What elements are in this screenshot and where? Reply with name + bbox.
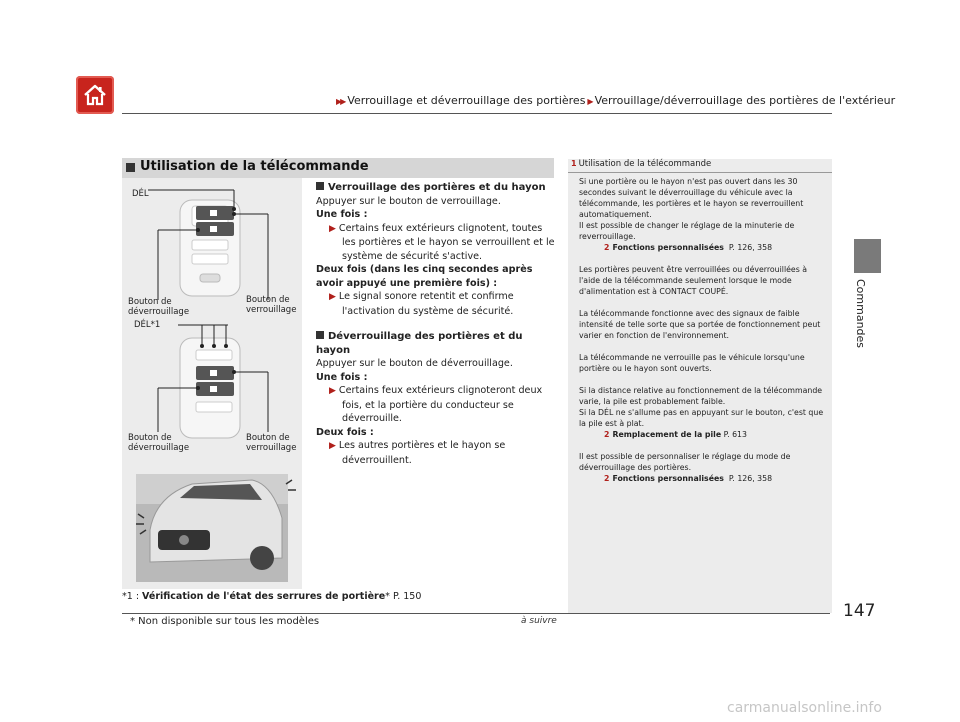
- watermark: carmanualsonline.info: [727, 700, 882, 716]
- note-open-door: La télécommande ne verrouille pas le véhicule lorsqu'une portière ou le hayon sont ouverts.: [579, 353, 805, 373]
- unlock-twice-text: ▶ Les autres portières et le hayon se déverrouillent.: [329, 440, 506, 466]
- led-label: DÉL: [132, 189, 149, 199]
- breadcrumb-link-lock[interactable]: Verrouillage et déverrouillage des portières: [347, 94, 586, 107]
- unlock-once-label: Une fois :: [316, 371, 368, 383]
- side-note-body: [579, 176, 829, 495]
- arrow-bullet-icon: ▶: [329, 441, 336, 451]
- note-auto-relock: Si une portière ou le hayon n'est pas ouvert dans les 30 secondes suivant le déverrouillage du véhicule avec la télécommande, les portières et le hayon se reverrouillent automatiquement.: [579, 177, 804, 219]
- ref-battery-replacement[interactable]: 2 Remplacement de la pile P. 613: [604, 430, 747, 439]
- note-unlock-mode: Il est possible de personnaliser le réglage du mode de déverrouillage des portières.: [579, 452, 791, 472]
- chapter-tab-label[interactable]: Commandes: [854, 279, 867, 349]
- led-footnote: *1 : Vérification de l'état des serrures de portière* P. 150: [122, 591, 422, 602]
- ref-custom-features-2[interactable]: 2 Fonctions personnalisées P. 126, 358: [604, 474, 773, 483]
- arrow-bullet-icon: ▶: [329, 386, 336, 396]
- note-battery-dead: Si la DÉL ne s'allume pas en appuyant sur le bouton, c'est que la pile est à plat.: [579, 408, 824, 428]
- remote-figure-panel: [122, 178, 302, 589]
- section-square-icon: [126, 163, 135, 172]
- home-icon: [82, 82, 108, 108]
- footer-divider: [122, 613, 830, 614]
- lock-twice-label: Deux fois (dans les cinq secondes après avoir appuyé une première fois) :: [316, 264, 533, 289]
- note-marker-icon: 1: [571, 159, 577, 168]
- arrow-bullet-icon: ▶: [329, 223, 336, 234]
- led-footnote-label: DÉL*1: [134, 320, 161, 330]
- note-battery-weak: Si la distance relative au fonctionnement de la télécommande varie, la pile est probablement faible.: [579, 386, 823, 406]
- lock-intro: Appuyer sur le bouton de verrouillage.: [316, 195, 501, 207]
- side-note-panel: [568, 159, 832, 613]
- unlock-intro: Appuyer sur le bouton de déverrouillage.: [316, 358, 513, 369]
- breadcrumb-link-exterior[interactable]: Verrouillage/déverrouillage des portières de l'extérieur: [594, 94, 896, 107]
- section-header: [122, 158, 554, 178]
- chapter-tab-marker[interactable]: [854, 239, 881, 273]
- note-relock-timer: Il est possible de changer le réglage de la minuterie de reverrouillage.: [579, 221, 795, 241]
- header-divider: [122, 113, 832, 114]
- remote-fob-top: [180, 200, 240, 296]
- unlock-button-label-2: Bouton de déverrouillage: [128, 433, 190, 453]
- side-note-title: 1 Utilisation de la télécommande: [571, 159, 712, 169]
- breadcrumb-arrow-icon: ▶▶: [336, 97, 345, 106]
- lock-twice-text: ▶ Le signal sonore retentit et confirme l'activation du système de sécurité.: [329, 291, 514, 317]
- section-title: Utilisation de la télécommande: [140, 159, 369, 174]
- breadcrumb-arrow-icon: ▶: [587, 97, 592, 106]
- lock-button-label-1: Bouton de verrouillage: [246, 295, 297, 315]
- arrow-bullet-icon: ▶: [329, 292, 336, 302]
- breadcrumb: [336, 94, 895, 107]
- lock-heading: Verrouillage des portières et du hayon: [316, 181, 556, 195]
- lock-once-text: ▶ Certains feux extérieurs clignotent, toutes les portières et le hayon se verrouillent et le système de sécurité s'active.: [329, 222, 555, 262]
- unlock-once-text: ▶ Certains feux extérieurs clignoteront deux fois, et la portière du conducteur se déverrouille.: [329, 385, 543, 424]
- ref-arrow-icon: 2: [604, 474, 610, 483]
- lock-button-label-2: Bouton de verrouillage: [246, 433, 297, 453]
- ref-arrow-icon: 2: [604, 243, 610, 252]
- ref-arrow-icon: 2: [604, 430, 610, 439]
- car-illustration: [136, 474, 296, 582]
- note-signal-range: La télécommande fonctionne avec des signaux de faible intensité de telle sorte que sa portée de fonctionnement peut varier en fonction de l'environnement.: [579, 309, 821, 340]
- side-note-divider: [568, 172, 832, 173]
- unlock-twice-label: Deux fois :: [316, 426, 374, 438]
- unlock-heading: Déverrouillage des portières et du hayon: [316, 331, 523, 356]
- lock-once-label: Une fois :: [316, 209, 368, 220]
- ref-custom-features-1[interactable]: 2 Fonctions personnalisées P. 126, 358: [604, 243, 773, 252]
- main-body-text: [316, 181, 556, 467]
- note-power-mode: Les portières peuvent être verrouillées ou déverrouillées à l'aide de la télécommande seulement lorsque le mode d'alimentation est à CONTACT COUPÉ.: [579, 265, 808, 296]
- remote-illustrations: [122, 178, 302, 589]
- unlock-button-label-1: Bouton de déverrouillage: [128, 297, 190, 317]
- footnote-link[interactable]: Vérification de l'état des serrures de portière: [142, 591, 386, 602]
- availability-footnote: * Non disponible sur tous les modèles: [130, 616, 320, 627]
- page-number: 147: [843, 601, 876, 621]
- home-button[interactable]: [76, 76, 114, 114]
- continued-label: à suivre: [521, 616, 557, 626]
